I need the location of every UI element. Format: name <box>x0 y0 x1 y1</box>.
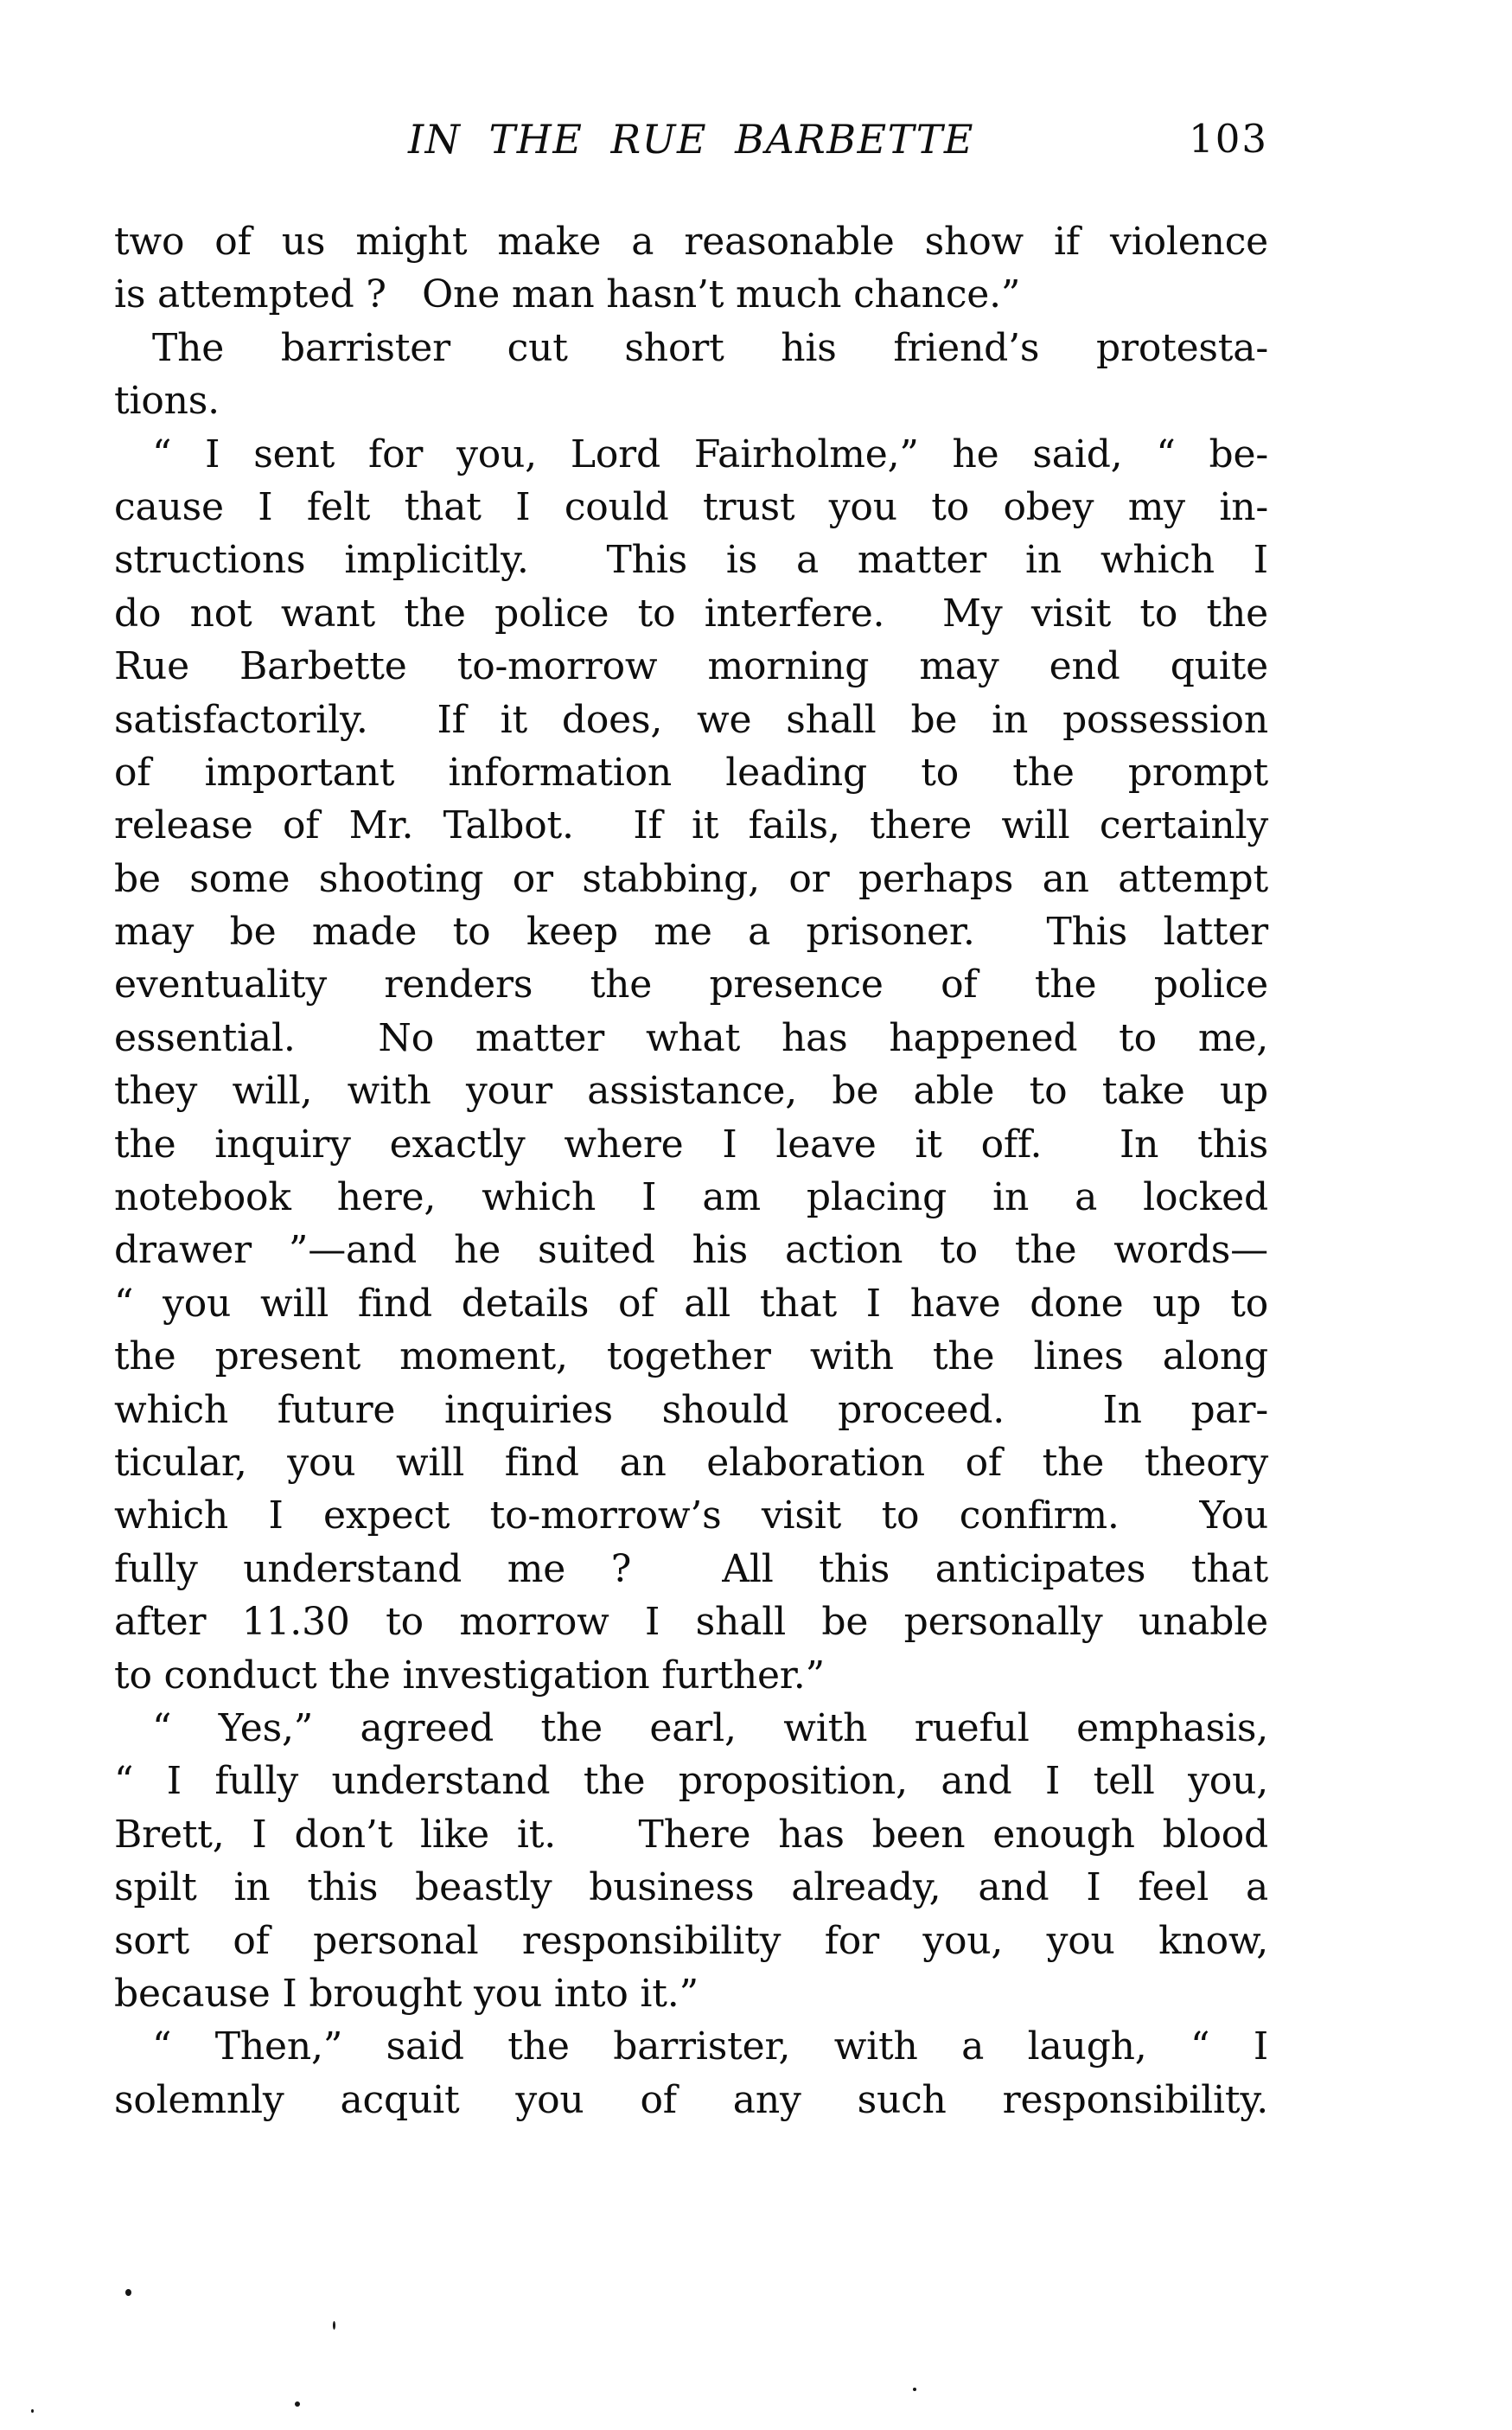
text-line: may be made to keep me a prisoner. This latter <box>114 910 1268 955</box>
text-line: ticular, you will find an elaboration of the theory <box>114 1440 1268 1485</box>
text-line: cause I felt that I could trust you to obey my in- <box>114 484 1268 529</box>
text-line: “ I fully understand the proposition, and I tell you, <box>114 1759 1268 1804</box>
running-title: IN THE RUE BARBETTE <box>408 116 974 163</box>
text-line: structions implicitly. This is a matter in which I <box>114 538 1268 583</box>
text-line: which future inquiries should proceed. In par- <box>114 1387 1268 1432</box>
text-line: spilt in this beastly business already, and I feel a <box>114 1865 1268 1910</box>
text-line: is attempted ? One man hasn’t much chance.” <box>114 272 1021 317</box>
text-line: be some shooting or stabbing, or perhaps an attempt <box>114 856 1268 901</box>
text-line: The barrister cut short his friend’s protesta- <box>152 325 1268 370</box>
ink-speck <box>295 2401 300 2407</box>
text-line: which I expect to-morrow’s visit to confirm. You <box>114 1493 1268 1538</box>
text-line: essential. No matter what has happened to me, <box>114 1015 1268 1060</box>
text-line: “ Yes,” agreed the earl, with rueful emphasis, <box>152 1705 1268 1750</box>
text-block <box>114 215 1268 2126</box>
text-line: drawer ”—and he suited his action to the words— <box>114 1228 1268 1273</box>
text-line: “ you will find details of all that I have done up to <box>114 1281 1268 1326</box>
text-line: release of Mr. Talbot. If it fails, there will certainly <box>114 803 1268 848</box>
page-header <box>114 111 1268 168</box>
text-line: Brett, I don’t like it. There has been enough blood <box>114 1812 1268 1857</box>
text-line: the inquiry exactly where I leave it off. In this <box>114 1122 1268 1167</box>
text-line: tions. <box>114 379 220 424</box>
ink-speck <box>31 2409 34 2413</box>
text-line: because I brought you into it.” <box>114 1971 699 2016</box>
text-line: eventuality renders the presence of the police <box>114 962 1268 1007</box>
text-line: fully understand me ? All this anticipates that <box>114 1546 1268 1591</box>
text-line: the present moment, together with the lines along <box>114 1334 1268 1379</box>
ink-speck <box>333 2321 335 2330</box>
page-number: 103 <box>1189 116 1268 162</box>
text-line: “ Then,” said the barrister, with a laugh, “ I <box>152 2024 1268 2069</box>
ink-speck <box>125 2289 131 2296</box>
ink-speck <box>913 2388 916 2391</box>
text-line: do not want the police to interfere. My visit to the <box>114 591 1268 636</box>
text-line: they will, with your assistance, be able to take up <box>114 1069 1268 1114</box>
text-line: to conduct the investigation further.” <box>114 1653 825 1698</box>
text-line: after 11.30 to morrow I shall be personally unable <box>114 1600 1268 1645</box>
text-line: satisfactorily. If it does, we shall be in possession <box>114 697 1268 742</box>
text-line: notebook here, which I am placing in a locked <box>114 1175 1268 1220</box>
text-line: sort of personal responsibility for you, you know, <box>114 1918 1268 1963</box>
text-line: “ I sent for you, Lord Fairholme,” he said, “ be- <box>152 432 1268 476</box>
text-line: Rue Barbette to-morrow morning may end quite <box>114 644 1268 689</box>
text-line: two of us might make a reasonable show if violence <box>114 220 1268 264</box>
text-line: solemnly acquit you of any such responsibility. <box>114 2077 1268 2122</box>
text-line: of important information leading to the prompt <box>114 750 1268 795</box>
